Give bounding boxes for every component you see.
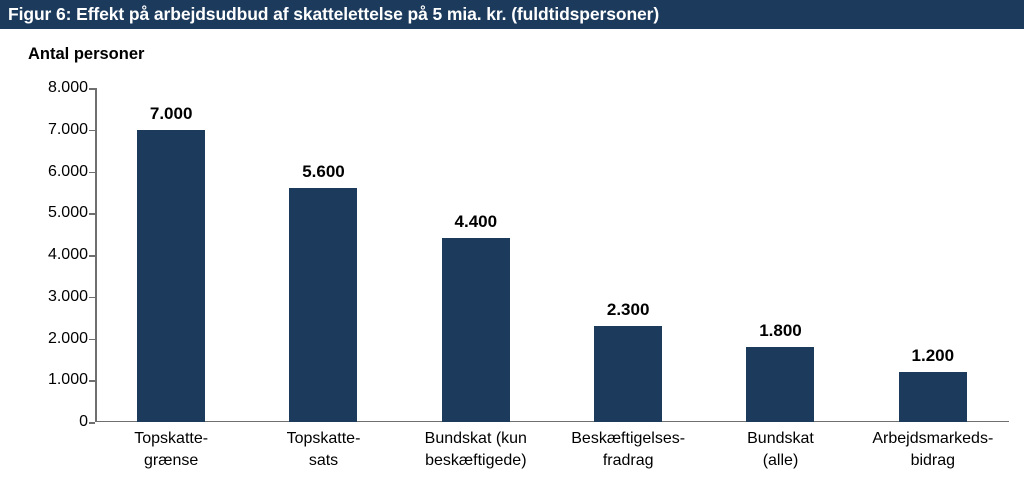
bar-slot — [857, 88, 1009, 422]
bar[interactable] — [899, 372, 967, 422]
x-category-label-line: Topskatte- — [134, 430, 209, 447]
x-category-label-line: sats — [308, 451, 339, 469]
x-category-label — [400, 428, 552, 471]
y-tick-mark — [89, 422, 95, 424]
y-tick-label: 1.000 — [47, 371, 88, 389]
x-category-label — [857, 428, 1009, 471]
x-category-label-line: bidrag — [910, 451, 956, 469]
bar-value-label: 5.600 — [302, 162, 345, 182]
y-tick-label: 7.000 — [47, 120, 88, 138]
bar[interactable] — [746, 347, 814, 422]
x-category-label-line: beskæftigede) — [425, 451, 527, 469]
bar[interactable] — [289, 188, 357, 422]
x-category-label — [247, 428, 399, 471]
bar[interactable] — [594, 326, 662, 422]
page-title: Figur 6: Effekt på arbejdsudbud af skattelettelse på 5 mia. kr. (fuldtidspersoner) — [8, 4, 660, 24]
bar-slot — [247, 88, 399, 422]
y-tick-label: 6.000 — [47, 162, 88, 180]
y-tick-label: 5.000 — [47, 204, 88, 222]
x-category-label — [704, 428, 856, 471]
y-tick-label-group — [10, 79, 88, 430]
bar-value-label: 7.000 — [149, 103, 193, 123]
x-category-label-line: Topskatte- — [286, 430, 361, 447]
bar[interactable] — [137, 130, 205, 422]
plot-area — [47, 79, 1009, 430]
bar-slot — [95, 88, 247, 422]
y-tick-label: 4.000 — [47, 246, 88, 263]
bar-slot — [704, 88, 856, 422]
x-category-label-line: Bundskat — [747, 430, 814, 447]
y-tick-label: 8.000 — [47, 79, 88, 96]
y-tick-label: 3.000 — [47, 287, 88, 305]
bar-slot — [552, 88, 704, 422]
x-category-label-line: Beskæftigelses- — [571, 430, 686, 447]
bar-value-label: 4.400 — [454, 212, 498, 232]
x-category-label-group — [95, 428, 1009, 488]
x-category-label-line: Bundskat (kun — [424, 430, 527, 447]
bar-slot — [400, 88, 552, 422]
figure-title-bar — [0, 0, 1024, 29]
x-category-label-line: grænse — [144, 451, 199, 469]
title-underline — [0, 29, 1024, 32]
bar-value-label: 1.800 — [759, 320, 802, 340]
bar-value-label: 2.300 — [606, 299, 650, 319]
x-category-label-line: (alle) — [762, 451, 799, 469]
x-category-label-line: fradrag — [602, 451, 654, 469]
bar-value-label: 1.200 — [911, 345, 955, 365]
y-axis-title: Antal personer — [28, 45, 145, 63]
y-tick-label: 2.000 — [47, 329, 88, 347]
x-category-label-line: Arbejdsmarkeds- — [872, 430, 994, 447]
x-category-label — [552, 428, 704, 471]
x-category-label — [95, 428, 247, 471]
bar[interactable] — [442, 238, 510, 422]
y-tick-label: 0 — [79, 413, 88, 430]
